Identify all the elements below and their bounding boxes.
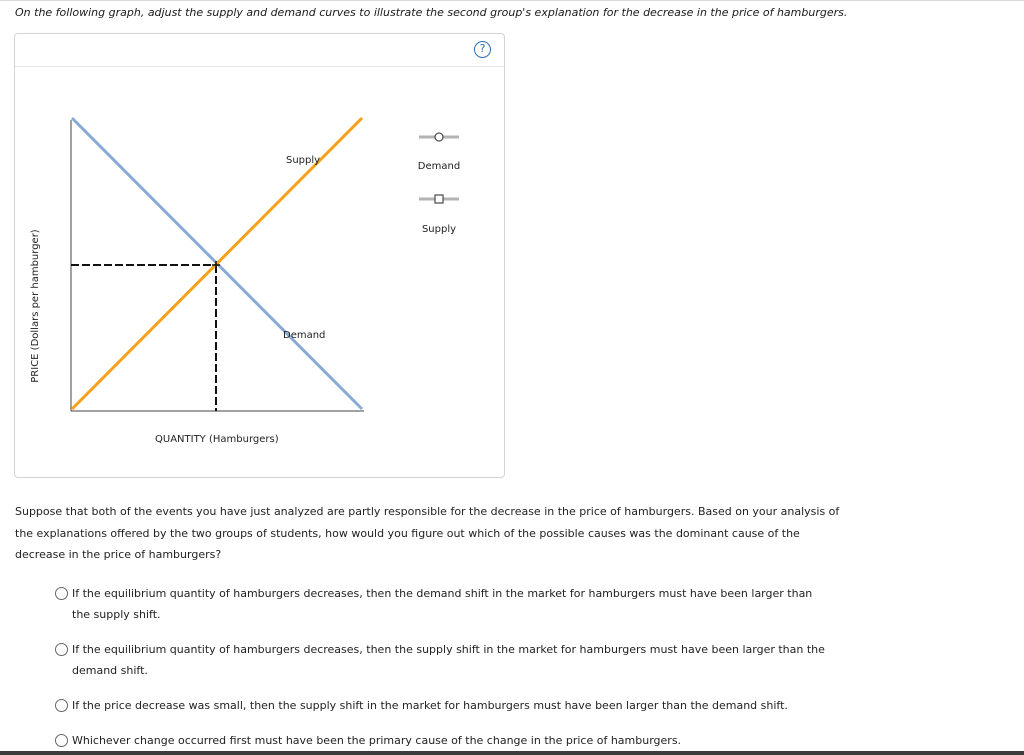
radio-button[interactable] (55, 643, 68, 656)
bottom-bar (0, 751, 1024, 755)
y-axis-label: PRICE (Dollars per hamburger) (30, 229, 41, 383)
square-marker-icon (435, 195, 443, 203)
help-icon[interactable]: ? (474, 41, 491, 58)
answer-option-text: If the equilibrium quantity of hamburgers decreases, then the demand shift in the market for hamburgers must have been larger than the supply shift. (72, 587, 813, 621)
graph-panel (14, 33, 505, 478)
demand-tool[interactable] (419, 133, 459, 141)
top-divider (0, 0, 1024, 1)
supply-tool[interactable] (419, 195, 459, 203)
legend-demand-label-wrap[interactable] (404, 152, 474, 172)
circle-marker-icon (435, 133, 443, 141)
legend-supply-label-wrap[interactable] (404, 215, 474, 235)
radio-button[interactable] (55, 587, 68, 600)
instruction-text: On the following graph, adjust the supply and demand curves to illustrate the second group's explanation for the decrease in the price of hamburgers. (15, 6, 848, 19)
legend-demand-label: Demand (417, 161, 461, 172)
supply-demand-graph (15, 34, 504, 477)
supply-curve-label: Supply (286, 155, 321, 166)
legend-supply-label: Supply (421, 224, 457, 235)
radio-button[interactable] (55, 734, 68, 747)
answer-option-text: If the equilibrium quantity of hamburgers decreases, then the supply shift in the market for hamburgers must have been larger than the demand shift. (72, 643, 825, 677)
answer-option-text: If the price decrease was small, then the supply shift in the market for hamburgers must have been larger than the demand shift. (72, 699, 788, 712)
x-axis-label: QUANTITY (Hamburgers) (155, 434, 279, 445)
question-text: Suppose that both of the events you have just analyzed are partly responsible for the decrease in the price of hamburgers. Based on your analysis of the explanations offered by the two groups of students, how would you figure out which of the possible causes was the dominant cause of the decrease in the price of hamburgers? (15, 505, 840, 561)
answer-option-text: Whichever change occurred first must have been the primary cause of the change in the price of hamburgers. (72, 734, 682, 747)
demand-curve-label: Demand (283, 330, 326, 341)
radio-button[interactable] (55, 699, 68, 712)
